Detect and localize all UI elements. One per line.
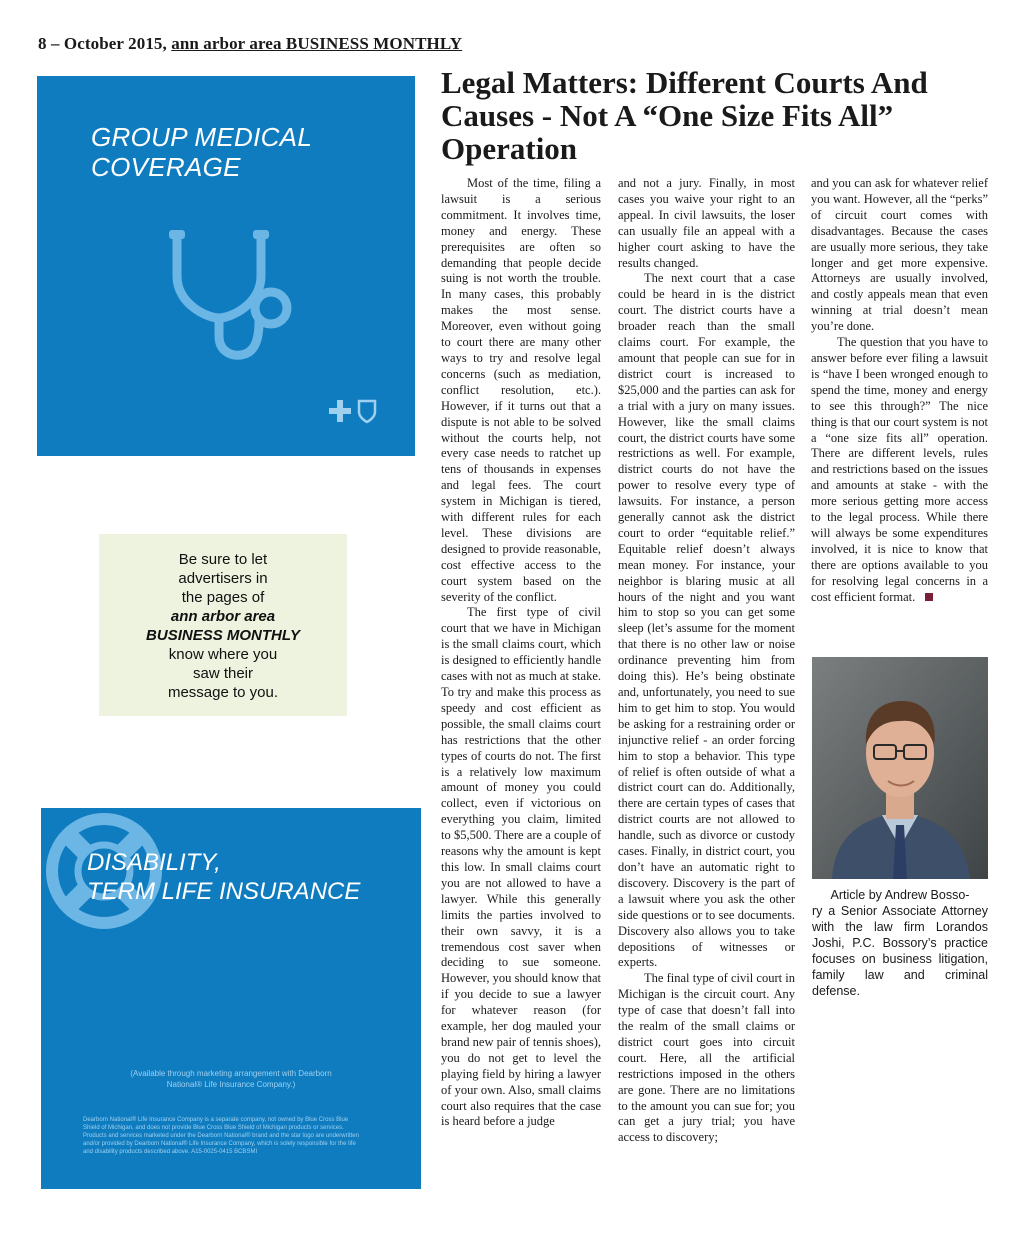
page-header [38, 34, 462, 54]
ad-group-medical[interactable] [37, 76, 415, 456]
ad-disability-title: DISABILITY, TERM LIFE INSURANCE [87, 849, 361, 905]
article-paragraph: Most of the time, filing a lawsuit is a serious commitment. It involves time, money and energy. These prerequisites are often so demanding that people decide suing is not worth the trouble. In many cases, this probably makes the most sense. Moreover, even without going to court there are many other ways to try and resolve legal concerns (such as mediation, conflict resolution, etc.). However, if it turns out that a dispute is not able to be solved without the courts help, not every case needs to ratchet up tens of thousands in expenses and legal fees. The court system in Michigan is tiered, with different rules for each level. These divisions are designed to provide reasonable, cost effective access to the court system based on the severity of the conflict. [441, 176, 601, 604]
page-header-date: 8 – October 2015, [38, 34, 172, 53]
ad-availability-note: (Available through marketing arrangement with Dearborn National® Life Insurance Company.) [130, 1069, 332, 1089]
article-paragraph: The next court that a case could be heard in is the district court. The district courts have a broader reach than the small claims court. For example, the amount that people can sue for in district court is increased to $25,000 and the parties can ask for a trial with a jury on many issues. However, like the small claims court, the district courts have some restrictions as well. For example, district courts do not have the power to resolve every type of lawsuits. For instance, a person generally cannot ask the district court to order “equitable relief.” Equitable relief doesn’t always mean money. For instance, your neighbor is blaring music at all hours of the night and you want him to stop so you can get some sleep (let’s assume for the moment that there is no other law or noise ordinance preventing him from doing this). He’s being obstinate and, unfortunately, you need to sue him to get him to stop. You would be asking for a restraining order or injunctive relief - an order forcing him to stop a behavior. This type of relief is often outside of what a district court can do. Additionally, there are certain types of cases that district courts are not allowed to handle, such as divorce or custody cases. Finally, in district court, you don’t have an automatic right to discovery. Discovery is the part of a lawsuit where you ask the other side questions or to see documents. Discovery also allows you to take depositions of witnesses or experts. [618, 271, 795, 970]
note-line: Be sure to let [178, 551, 268, 568]
advertiser-note [99, 534, 347, 716]
note-publication-line1: ann arbor area [170, 608, 276, 625]
stethoscope-icon [159, 226, 299, 366]
article-column-2 [618, 176, 795, 1146]
bcbs-logo [329, 398, 379, 424]
article-column-1 [441, 176, 601, 1130]
note-line: the pages of [181, 589, 265, 606]
ad-fine-print: Dearborn National® Life Insurance Company is a separate company, not owned by Blue Cross Blue Shield of Michigan, and does not provide Blue Cross Blue Shield of Michigan products or services. Products and services marketed under the Dearborn National® brand and the star logo are underwritten and/or provided by Dearborn National® Life Insurance Company, which is solely responsible for the life and disability products described above. A15-0025-0415 BCBSMI [83, 1117, 359, 1155]
article-title: Legal Matters: Different Courts And Causes - Not A “One Size Fits All” Operation [441, 65, 928, 166]
author-caption [812, 887, 988, 999]
article-paragraph: The first type of civil court that we have in Michigan is the small claims court, which is designed to efficiently handle cases with not as much at stake. To try and make this process as speedy and cost efficient as possible, the small claims court has restrictions that the other types of courts do not. The first is a relatively low maximum amount of money you could collect, even if victorious on everything you claim, limited to $5,500. There are a couple of reasons why the amount is kept this low. In small claims court you are not allowed to have a lawyer. While this generally limits the parties involved to their own savvy, it is a tremendous cost saver when deciding to sue someone. However, you should know that if you decide to sue a lawyer for whatever reason (for example, her dog mauled your brand new pair of tennis shoes), you do not get to level the playing field by hiring a lawyer of your own. Also, small claims court also requires that the case is heard before a judge [441, 605, 601, 1129]
author-caption-first-line: Article by Andrew Bosso- [830, 888, 970, 902]
note-line: advertisers in [178, 570, 268, 587]
author-caption-text: ry a Senior Associate Attorney with the law firm Lorandos Joshi, P.C. Bossory’s practice focuses on business litigation, family law and criminal defense. [812, 904, 988, 998]
article-paragraph [811, 335, 988, 605]
article-paragraph: The final type of civil court in Michigan is the circuit court. Any type of case that doesn’t fall into the realm of the small claims or district court goes into circuit court. Here, all the artificial restrictions imposed in the others are gone. There are no limitations to the amount you can sue for; you can get a jury trial; you have access to discovery; [618, 971, 795, 1145]
article-paragraph: and you can ask for whatever relief you want. However, all the “perks” of circuit court comes with disadvantages. Because the cases are usually more serious, they take longer and get more expensive. Attorneys are usually involved, and costly appeals mean that even winning at trial doesn’t mean you’re done. [811, 176, 988, 334]
author-portrait [812, 657, 988, 879]
ad-disability-life[interactable] [41, 808, 421, 1189]
publication-name: ann arbor area BUSINESS MONTHLY [171, 34, 463, 53]
ad-medical-title: GROUP MEDICAL COVERAGE [91, 122, 313, 182]
end-of-article-mark [925, 593, 933, 601]
article-paragraph: and not a jury. Finally, in most cases you waive your right to an appeal. In civil lawsuits, the loser can usually file an appeal with a higher court asking to have the results changed. [618, 176, 795, 270]
note-line: know where you [168, 646, 278, 663]
article-paragraph-text: The question that you have to answer before ever filing a lawsuit is “have I been wronged enough to spend the time, money and energy to see this through?” The nice thing is that our court system is not a “one size fits all” operation. There are different levels, rules and restrictions based on the issues and amounts at stake - with the more serious getting more access to the legal process. While there will always be some expenditures involved, it is nice to know that there are options available to you for resolving legal concerns in a cost efficient format. [811, 335, 988, 604]
article-column-3 [811, 176, 988, 605]
note-line: message to you. [167, 684, 279, 701]
note-line: saw their [192, 665, 254, 682]
note-publication-line2: BUSINESS MONTHLY [146, 627, 300, 644]
